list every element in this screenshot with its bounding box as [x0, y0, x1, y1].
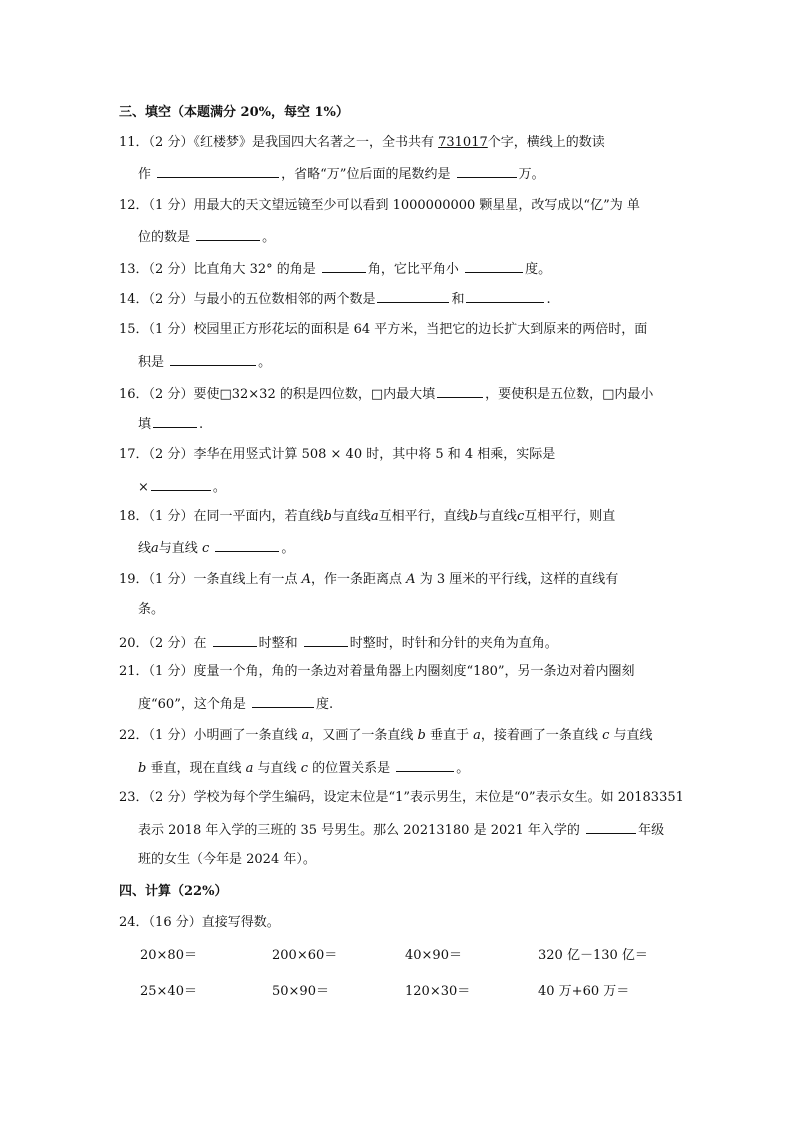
question-16-line-1: 16．（2 分）要使□32×32 的积是四位数，□内最大填 ，要使积是五位数，□内最小 [119, 383, 653, 405]
question-20: 20．（2 分）在 时整和 时整时，时针和分针的夹角为直角。 [119, 632, 558, 654]
question-11-line-1: 11．（2 分）《红楼梦》是我国四大名著之一，全书共有 731017个字，横线上的数读 [119, 135, 605, 150]
question-15-line-1: 15．（1 分）校园里正方形花坛的面积是 64 平方米，当把它的边长扩大到原来的两倍时，面 [119, 322, 648, 337]
answer-blank[interactable] [213, 632, 257, 647]
answer-blank[interactable] [586, 819, 636, 834]
question-16-line-2: 填 . [138, 413, 203, 435]
answer-blank[interactable] [252, 693, 314, 708]
calc-item: 25×40＝ [140, 984, 197, 999]
calc-item: 50×90＝ [272, 984, 329, 999]
answer-blank[interactable] [437, 383, 483, 398]
answer-blank[interactable] [466, 288, 544, 303]
question-13: 13．（2 分）比直角大 32° 的角是 角，它比平角小 度。 [119, 258, 551, 280]
question-12-line-1: 12．（1 分）用最大的天文望远镜至少可以看到 1000000000 颗星星，改写成以“亿”为 单 [119, 198, 640, 213]
question-11-line-2: 作 ，省略“万”位后面的尾数约是 万。 [138, 163, 545, 185]
question-17-line-1: 17．（2 分）李华在用竖式计算 508 × 40 时，其中将 5 和 4 相乘，实际是 [119, 447, 556, 462]
question-17-line-2: × 。 [138, 476, 226, 498]
answer-blank[interactable] [196, 226, 260, 241]
question-18-line-1: 18．（1 分）在同一平面内，若直线b与直线a互相平行，直线b与直线c互相平行，则直 [119, 509, 616, 524]
answer-blank[interactable] [396, 757, 454, 772]
question-21-line-2: 度“60”，这个角是 度. [138, 693, 333, 715]
answer-blank[interactable] [465, 258, 523, 273]
answer-blank[interactable] [377, 288, 449, 303]
answer-blank[interactable] [304, 632, 348, 647]
question-22-line-1: 22．（1 分）小明画了一条直线 a，又画了一条直线 b 垂直于 a，接着画了一条直线 c 与直线 [119, 728, 653, 743]
question-23-line-2: 表示 2018 年入学的三班的 35 号男生。那么 20213180 是 2021 年入学的 年级 [138, 819, 664, 841]
calc-item: 40×90＝ [405, 948, 462, 963]
question-22-line-2: b 垂直，现在直线 a 与直线 c 的位置关系是 。 [138, 757, 469, 779]
question-21-line-1: 21．（1 分）度量一个角，角的一条边对着量角器上内圈刻度“180”，另一条边对着内圈刻 [119, 664, 635, 679]
number-731017: 731017 [438, 135, 488, 150]
question-12-line-2: 位的数是 。 [138, 226, 275, 248]
answer-blank[interactable] [322, 258, 366, 273]
question-15-line-2: 积是 。 [138, 351, 271, 373]
question-23-line-1: 23．（2 分）学校为每个学生编码，设定末位是“1”表示男生，末位是“0”表示女生。如 20183351 [119, 790, 684, 805]
answer-blank[interactable] [170, 351, 256, 366]
question-19-line-2: 条。 [138, 602, 165, 617]
answer-blank[interactable] [151, 476, 211, 491]
calc-item: 320 亿－130 亿＝ [538, 948, 648, 963]
section-4-heading: 四、计算（22%） [119, 884, 228, 899]
calc-item: 20×80＝ [140, 948, 197, 963]
answer-blank[interactable] [215, 537, 279, 552]
question-18-line-2: 线a与直线 c 。 [138, 537, 294, 559]
section-3-heading: 三、填空（本题满分 20%，每空 1%） [119, 105, 349, 120]
question-14: 14．（2 分）与最小的五位数相邻的两个数是 和 . [119, 288, 551, 310]
answer-blank[interactable] [153, 413, 197, 428]
calc-item: 200×60＝ [272, 948, 338, 963]
calc-item: 40 万+60 万＝ [538, 984, 630, 999]
answer-blank[interactable] [157, 163, 279, 178]
answer-blank[interactable] [457, 163, 517, 178]
question-19-line-1: 19．（1 分）一条直线上有一点 A，作一条距离点 A 为 3 厘米的平行线，这样的直线有 [119, 572, 619, 587]
calc-item: 120×30＝ [405, 984, 471, 999]
question-24: 24．（16 分）直接写得数。 [119, 915, 280, 930]
question-23-line-3: 班的女生（今年是 2024 年）。 [138, 852, 316, 867]
